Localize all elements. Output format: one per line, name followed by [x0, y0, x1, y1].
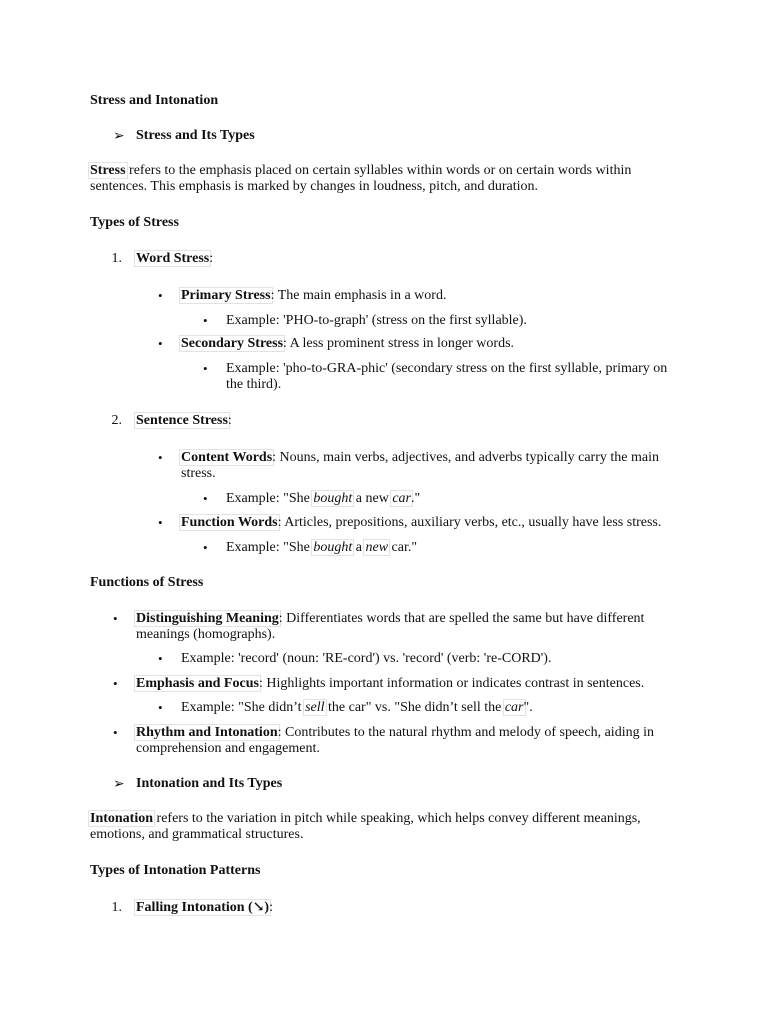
rhythm-intonation-line-1: Rhythm and Intonation: Contributes to the natural rhythm and melody of speech, aiding in [136, 725, 654, 740]
function-words-item: Function Words: Articles, prepositions, auxiliary verbs, etc., usually have less stress. [181, 515, 662, 530]
primary-stress-item: Primary Stress: The main emphasis in a word. [181, 288, 447, 303]
distinguishing-meaning-line-2: meanings (homographs). [136, 627, 276, 642]
term-secondary-stress[interactable]: Secondary Stress [181, 336, 284, 351]
arrow-bullet-icon: ➢ [113, 777, 125, 792]
bullet-icon: • [158, 515, 163, 530]
function-words-example: Example: "She bought a new car." [226, 540, 418, 555]
distinguishing-meaning-line-1: Distinguishing Meaning: Differentiates words that are spelled the same but have different [136, 611, 645, 626]
bullet-icon: • [158, 288, 163, 303]
term-emphasis-and-focus[interactable]: Emphasis and Focus [136, 676, 259, 691]
term-rhythm-and-intonation[interactable]: Rhythm and Intonation [136, 725, 278, 740]
bullet-icon: • [203, 540, 208, 555]
bullet-icon: • [113, 611, 118, 626]
list-number: 1. [111, 251, 122, 266]
stressed-word[interactable]: bought [313, 540, 353, 555]
list-number: 2. [111, 413, 122, 428]
page-title: Stress and Intonation [90, 93, 219, 108]
bullet-icon: • [113, 676, 118, 691]
term-function-words[interactable]: Function Words [181, 515, 278, 530]
content-words-item-line-2: stress. [181, 466, 216, 481]
term-intonation[interactable]: Intonation [90, 811, 154, 826]
bullet-icon: • [113, 725, 118, 740]
functions-of-stress-heading: Functions of Stress [90, 575, 204, 590]
stressed-word[interactable]: car [504, 700, 524, 715]
section-heading-intonation: Intonation and Its Types [136, 776, 283, 791]
secondary-stress-example-line-1: Example: 'pho-to-GRA-phic' (secondary stress on the first syllable, primary on [226, 361, 668, 376]
intonation-patterns-heading: Types of Intonation Patterns [90, 863, 261, 878]
types-of-stress-heading: Types of Stress [90, 215, 179, 230]
bullet-icon: • [158, 700, 163, 715]
secondary-stress-item: Secondary Stress: A less prominent stress in longer words. [181, 336, 515, 351]
stressed-word[interactable]: car [392, 491, 411, 506]
intonation-intro-line-2: emotions, and grammatical structures. [90, 827, 304, 842]
bullet-icon: • [203, 313, 208, 328]
list-number: 1. [111, 900, 122, 915]
term-primary-stress[interactable]: Primary Stress [181, 288, 271, 303]
stress-intro-line-2: sentences. This emphasis is marked by changes in loudness, pitch, and duration. [90, 179, 539, 194]
section-heading-stress: Stress and Its Types [136, 128, 255, 143]
term-falling-intonation[interactable]: Falling Intonation (↘) [136, 900, 270, 915]
distinguishing-meaning-example: Example: 'record' (noun: 'RE-cord') vs. 'record' (verb: 're-CORD'). [181, 651, 552, 666]
content-words-example: Example: "She bought a new car." [226, 491, 421, 506]
bullet-icon: • [158, 651, 163, 666]
term-stress[interactable]: Stress [90, 163, 126, 178]
emphasis-focus-item: Emphasis and Focus: Highlights important information or indicates contrast in sentences. [136, 676, 645, 691]
sentence-stress-item: Sentence Stress: [136, 413, 232, 428]
content-words-item-line-1: Content Words: Nouns, main verbs, adjectives, and adverbs typically carry the main [181, 450, 659, 465]
term-distinguishing-meaning[interactable]: Distinguishing Meaning [136, 611, 279, 626]
bullet-icon: • [158, 450, 163, 465]
stressed-word[interactable]: new [365, 540, 389, 555]
stressed-word[interactable]: bought [313, 491, 353, 506]
intonation-intro-line-1: Intonation refers to the variation in pitch while speaking, which helps convey different meanings, [90, 811, 641, 826]
term-content-words[interactable]: Content Words [181, 450, 273, 465]
word-stress-item: Word Stress: [136, 251, 214, 266]
secondary-stress-example-line-2: the third). [226, 377, 282, 392]
term-sentence-stress[interactable]: Sentence Stress [136, 413, 228, 428]
rhythm-intonation-line-2: comprehension and engagement. [136, 741, 320, 756]
bullet-icon: • [203, 491, 208, 506]
bullet-icon: • [158, 336, 163, 351]
stress-intro-line-1: Stress refers to the emphasis placed on certain syllables within words or on certain words within [90, 163, 632, 178]
stressed-word[interactable]: sell [305, 700, 325, 715]
bullet-icon: • [203, 361, 208, 376]
primary-stress-example: Example: 'PHO-to-graph' (stress on the first syllable). [226, 313, 527, 328]
term-word-stress[interactable]: Word Stress [136, 251, 210, 266]
falling-intonation-item: Falling Intonation (↘): [136, 900, 273, 915]
emphasis-focus-example: Example: "She didn’t sell the car" vs. "She didn’t sell the car". [181, 700, 533, 715]
arrow-bullet-icon: ➢ [113, 129, 125, 144]
